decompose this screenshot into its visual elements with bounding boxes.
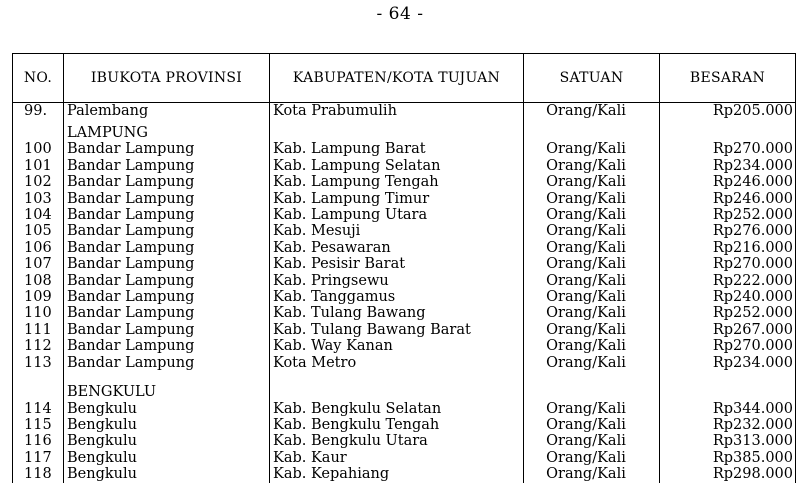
table-row	[13, 273, 796, 289]
cell-no: 114	[13, 401, 64, 417]
cell-kabupaten: Kab. Lampung Selatan	[270, 158, 524, 174]
cell-satuan: Orang/Kali	[524, 223, 660, 239]
rates-table	[12, 53, 796, 483]
cell-ibukota: Bengkulu	[64, 433, 270, 449]
cell-ibukota: Bengkulu	[64, 466, 270, 482]
cell-besaran: Rp234.000	[660, 158, 796, 174]
table-row	[13, 207, 796, 223]
cell-besaran: Rp246.000	[660, 174, 796, 190]
cell-no: 110	[13, 305, 64, 321]
cell-ibukota: Bandar Lampung	[64, 191, 270, 207]
cell-besaran: Rp276.000	[660, 223, 796, 239]
page-number: - 64 -	[376, 4, 424, 24]
cell-ibukota: Bandar Lampung	[64, 289, 270, 305]
cell-ibukota: Bandar Lampung	[64, 322, 270, 338]
cell-satuan: Orang/Kali	[524, 174, 660, 190]
section-row-bengkulu	[13, 384, 796, 400]
cell-besaran: Rp222.000	[660, 273, 796, 289]
cell-kabupaten: Kab. Kaur	[270, 450, 524, 466]
table-row	[13, 191, 796, 207]
cell-besaran: Rp232.000	[660, 417, 796, 433]
table-row	[13, 417, 796, 433]
table-row	[13, 401, 796, 417]
cell-kabupaten: Kota Prabumulih	[270, 103, 524, 120]
cell-ibukota: Bandar Lampung	[64, 174, 270, 190]
cell-kabupaten: Kab. Lampung Utara	[270, 207, 524, 223]
cell-besaran: Rp234.000	[660, 355, 796, 371]
table-row	[13, 355, 796, 371]
cell-besaran: Rp270.000	[660, 141, 796, 157]
cell-ibukota: Bengkulu	[64, 417, 270, 433]
cell-no: 113	[13, 355, 64, 371]
table-row	[13, 256, 796, 272]
table-header	[13, 54, 796, 103]
cell-kabupaten: Kab. Lampung Tengah	[270, 174, 524, 190]
cell-kabupaten: Kab. Tulang Bawang Barat	[270, 322, 524, 338]
cell-besaran: Rp240.000	[660, 289, 796, 305]
cell-satuan: Orang/Kali	[524, 191, 660, 207]
cell-satuan: Orang/Kali	[524, 158, 660, 174]
cell-kabupaten: Kab. Lampung Barat	[270, 141, 524, 157]
cell-no: 101	[13, 158, 64, 174]
table-row	[13, 223, 796, 239]
cell-satuan: Orang/Kali	[524, 207, 660, 223]
cell-besaran: Rp252.000	[660, 207, 796, 223]
header-besaran: BESARAN	[660, 54, 796, 103]
cell-no: 108	[13, 273, 64, 289]
cell-kabupaten: Kab. Bengkulu Tengah	[270, 417, 524, 433]
table-body	[13, 103, 796, 483]
cell-no: 107	[13, 256, 64, 272]
cell-ibukota: Bandar Lampung	[64, 256, 270, 272]
header-kabupaten: KABUPATEN/KOTA TUJUAN	[270, 54, 524, 103]
cell-no: 116	[13, 433, 64, 449]
table-row	[13, 338, 796, 354]
cell-ibukota: Bandar Lampung	[64, 240, 270, 256]
cell-no: 105	[13, 223, 64, 239]
cell-ibukota: Bandar Lampung	[64, 207, 270, 223]
cell-no: 100	[13, 141, 64, 157]
header-ibukota: IBUKOTA PROVINSI	[64, 54, 270, 103]
cell-satuan: Orang/Kali	[524, 322, 660, 338]
cell-kabupaten: Kab. Pringsewu	[270, 273, 524, 289]
cell-satuan: Orang/Kali	[524, 240, 660, 256]
cell-ibukota: Bandar Lampung	[64, 158, 270, 174]
cell-besaran: Rp216.000	[660, 240, 796, 256]
cell-no: 104	[13, 207, 64, 223]
cell-no: 103	[13, 191, 64, 207]
cell-ibukota: Bandar Lampung	[64, 355, 270, 371]
header-satuan: SATUAN	[524, 54, 660, 103]
cell-besaran: Rp270.000	[660, 338, 796, 354]
cell-besaran: Rp267.000	[660, 322, 796, 338]
section-row-lampung	[13, 119, 796, 141]
cell-kabupaten: Kab. Pesawaran	[270, 240, 524, 256]
cell-kabupaten: Kab. Mesuji	[270, 223, 524, 239]
cell-no: 118	[13, 466, 64, 482]
cell-kabupaten: Kab. Bengkulu Selatan	[270, 401, 524, 417]
table-row	[13, 450, 796, 466]
table-row	[13, 289, 796, 305]
cell-satuan: Orang/Kali	[524, 103, 660, 120]
cell-satuan: Orang/Kali	[524, 417, 660, 433]
cell-satuan: Orang/Kali	[524, 256, 660, 272]
cell-besaran: Rp252.000	[660, 305, 796, 321]
cell-besaran: Rp298.000	[660, 466, 796, 482]
header-no: NO.	[13, 54, 64, 103]
cell-ibukota: Bandar Lampung	[64, 141, 270, 157]
table-row	[13, 240, 796, 256]
cell-ibukota: Bengkulu	[64, 450, 270, 466]
table-row	[13, 305, 796, 321]
table-row	[13, 158, 796, 174]
cell-no: 99.	[13, 103, 64, 120]
table-row	[13, 322, 796, 338]
cell-no: 109	[13, 289, 64, 305]
cell-satuan: Orang/Kali	[524, 305, 660, 321]
table-row	[13, 141, 796, 157]
cell-kabupaten: Kab. Tulang Bawang	[270, 305, 524, 321]
cell-no: 102	[13, 174, 64, 190]
cell-ibukota: Bandar Lampung	[64, 305, 270, 321]
cell-no: 117	[13, 450, 64, 466]
section-title-lampung: LAMPUNG	[64, 119, 270, 141]
cell-no: 115	[13, 417, 64, 433]
cell-ibukota: Palembang	[64, 103, 270, 120]
cell-no: 111	[13, 322, 64, 338]
cell-kabupaten: Kab. Lampung Timur	[270, 191, 524, 207]
cell-kabupaten: Kab. Kepahiang	[270, 466, 524, 482]
cell-besaran: Rp270.000	[660, 256, 796, 272]
cell-besaran: Rp246.000	[660, 191, 796, 207]
cell-no: 112	[13, 338, 64, 354]
table-row	[13, 103, 796, 120]
cell-satuan: Orang/Kali	[524, 355, 660, 371]
cell-besaran: Rp313.000	[660, 433, 796, 449]
cell-kabupaten: Kab. Way Kanan	[270, 338, 524, 354]
cell-ibukota: Bandar Lampung	[64, 338, 270, 354]
cell-satuan: Orang/Kali	[524, 401, 660, 417]
cell-kabupaten: Kab. Pesisir Barat	[270, 256, 524, 272]
cell-besaran: Rp344.000	[660, 401, 796, 417]
cell-satuan: Orang/Kali	[524, 433, 660, 449]
cell-satuan: Orang/Kali	[524, 141, 660, 157]
cell-besaran: Rp385.000	[660, 450, 796, 466]
spacer-row	[13, 371, 796, 384]
cell-satuan: Orang/Kali	[524, 338, 660, 354]
cell-besaran: Rp205.000	[660, 103, 796, 120]
cell-kabupaten: Kota Metro	[270, 355, 524, 371]
cell-ibukota: Bandar Lampung	[64, 273, 270, 289]
cell-satuan: Orang/Kali	[524, 273, 660, 289]
cell-satuan: Orang/Kali	[524, 466, 660, 482]
cell-satuan: Orang/Kali	[524, 289, 660, 305]
cell-satuan: Orang/Kali	[524, 450, 660, 466]
cell-kabupaten: Kab. Tanggamus	[270, 289, 524, 305]
cell-no: 106	[13, 240, 64, 256]
cell-ibukota: Bengkulu	[64, 401, 270, 417]
table-row	[13, 433, 796, 449]
section-title-bengkulu: BENGKULU	[64, 384, 270, 400]
table-row	[13, 466, 796, 482]
cell-kabupaten: Kab. Bengkulu Utara	[270, 433, 524, 449]
table-row	[13, 174, 796, 190]
cell-ibukota: Bandar Lampung	[64, 223, 270, 239]
